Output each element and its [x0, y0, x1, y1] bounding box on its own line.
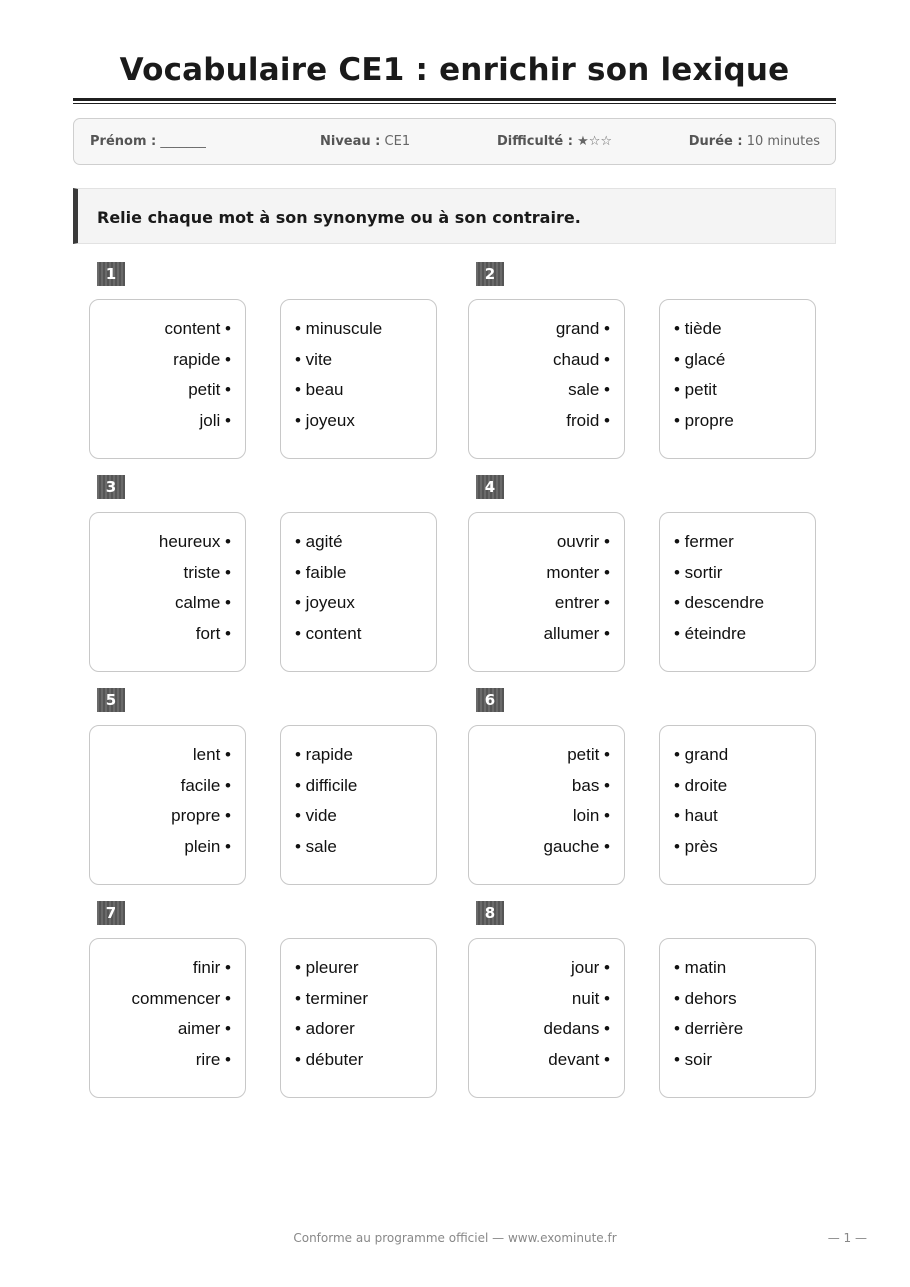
- match-word[interactable]: • adorer: [295, 1019, 355, 1039]
- duree-info: [689, 134, 820, 149]
- match-word[interactable]: • matin: [674, 958, 727, 977]
- prenom-label: Prénom :: [90, 134, 157, 149]
- page-number: — 1 —: [827, 1231, 867, 1245]
- word-column-right: [659, 299, 816, 459]
- match-word[interactable]: commencer •: [131, 988, 231, 1008]
- match-word[interactable]: lent •: [192, 745, 231, 764]
- match-word[interactable]: • content: [295, 624, 362, 644]
- match-word[interactable]: • joyeux: [295, 411, 355, 431]
- exercise-number: 6: [476, 688, 504, 712]
- niveau-label: Niveau :: [320, 134, 381, 149]
- match-word[interactable]: loin •: [572, 806, 610, 826]
- match-word[interactable]: • descendre: [674, 593, 765, 613]
- match-word[interactable]: chaud •: [553, 349, 610, 369]
- match-word[interactable]: aimer •: [177, 1019, 231, 1039]
- match-word[interactable]: • terminer: [295, 988, 369, 1008]
- word-column-right: [280, 725, 437, 885]
- niveau-value: CE1: [384, 134, 411, 149]
- info-box: [73, 118, 836, 165]
- match-word[interactable]: • joyeux: [295, 593, 355, 613]
- word-column-left: [89, 299, 246, 459]
- match-word[interactable]: • rapide: [295, 745, 353, 764]
- match-word[interactable]: • agité: [295, 532, 343, 551]
- match-word[interactable]: petit •: [188, 380, 231, 400]
- word-column-right: [280, 512, 437, 672]
- word-column-right: [659, 725, 816, 885]
- word-column-left: [468, 512, 625, 672]
- match-word[interactable]: • propre: [674, 411, 734, 431]
- exercise-number: 4: [476, 475, 504, 499]
- match-word[interactable]: • dehors: [674, 988, 737, 1008]
- word-column-left: [89, 725, 246, 885]
- match-word[interactable]: • débuter: [295, 1050, 364, 1070]
- match-word[interactable]: • derrière: [674, 1019, 744, 1039]
- match-word[interactable]: • pleurer: [295, 958, 359, 977]
- exercise-number: 2: [476, 262, 504, 286]
- match-word[interactable]: heureux •: [158, 532, 231, 551]
- word-column-left: [468, 938, 625, 1098]
- exercise-number: 8: [476, 901, 504, 925]
- match-word[interactable]: • sale: [295, 837, 337, 857]
- match-word[interactable]: content •: [164, 319, 231, 338]
- word-column-left: [468, 725, 625, 885]
- match-word[interactable]: rapide •: [173, 349, 231, 369]
- match-word[interactable]: devant •: [548, 1050, 610, 1070]
- match-word[interactable]: gauche •: [543, 837, 610, 857]
- match-word[interactable]: • sortir: [674, 562, 723, 582]
- match-word[interactable]: petit •: [567, 745, 610, 764]
- exercise-number: 7: [97, 901, 125, 925]
- match-word[interactable]: • beau: [295, 380, 344, 400]
- match-word[interactable]: rire •: [195, 1050, 231, 1070]
- match-word[interactable]: • difficile: [295, 775, 358, 795]
- match-word[interactable]: finir •: [192, 958, 231, 977]
- difficulte-label: Difficulté :: [497, 134, 573, 149]
- match-word[interactable]: facile •: [180, 775, 231, 795]
- match-word[interactable]: • près: [674, 837, 718, 857]
- word-column-right: [280, 299, 437, 459]
- word-column-right: [280, 938, 437, 1098]
- match-word[interactable]: • grand: [674, 745, 729, 764]
- match-word[interactable]: • glacé: [674, 349, 726, 369]
- difficulte-stars: ★☆☆: [577, 134, 613, 149]
- difficulte-info: [497, 134, 612, 149]
- title-divider-thick: [73, 98, 836, 101]
- footer-text: Conforme au programme officiel — www.exominute.fr: [293, 1231, 617, 1245]
- word-column-right: [659, 512, 816, 672]
- match-word[interactable]: • haut: [674, 806, 718, 826]
- instruction-banner: Relie chaque mot à son synonyme ou à son contraire.: [73, 188, 836, 244]
- match-word[interactable]: froid •: [566, 411, 610, 431]
- prenom-field[interactable]: _______: [160, 134, 206, 149]
- word-column-left: [468, 299, 625, 459]
- match-word[interactable]: joli •: [199, 411, 231, 431]
- match-word[interactable]: monter •: [546, 562, 610, 582]
- match-word[interactable]: • fermer: [674, 532, 734, 551]
- match-word[interactable]: allumer •: [543, 624, 610, 644]
- match-word[interactable]: jour •: [570, 958, 610, 977]
- match-word[interactable]: • éteindre: [674, 624, 747, 644]
- match-word[interactable]: nuit •: [571, 988, 610, 1008]
- match-word[interactable]: ouvrir •: [556, 532, 610, 551]
- page-title: Vocabulaire CE1 : enrichir son lexique: [119, 52, 790, 88]
- prenom-info: [90, 134, 206, 149]
- match-word[interactable]: • petit: [674, 380, 717, 400]
- match-word[interactable]: fort •: [195, 624, 231, 644]
- match-word[interactable]: • soir: [674, 1050, 713, 1070]
- match-word[interactable]: • minuscule: [295, 319, 383, 338]
- word-column-left: [89, 938, 246, 1098]
- word-column-right: [659, 938, 816, 1098]
- match-word[interactable]: • droite: [674, 775, 728, 795]
- match-word[interactable]: • vide: [295, 806, 337, 826]
- match-word[interactable]: dedans •: [543, 1019, 610, 1039]
- match-word[interactable]: sale •: [568, 380, 610, 400]
- match-word[interactable]: bas •: [571, 775, 610, 795]
- title-divider-thin: [73, 103, 836, 104]
- match-word[interactable]: • tiède: [674, 319, 722, 338]
- match-word[interactable]: entrer •: [554, 593, 610, 613]
- niveau-info: [320, 134, 410, 149]
- match-word[interactable]: propre •: [171, 806, 231, 826]
- match-word[interactable]: grand •: [555, 319, 610, 338]
- word-column-left: [89, 512, 246, 672]
- match-word[interactable]: plein •: [184, 837, 231, 857]
- exercise-number: 1: [97, 262, 125, 286]
- match-word[interactable]: triste •: [183, 562, 231, 582]
- match-word[interactable]: • faible: [295, 562, 347, 582]
- duree-label: Durée :: [688, 134, 743, 149]
- exercise-number: 3: [97, 475, 125, 499]
- match-word[interactable]: • vite: [295, 349, 333, 369]
- match-word[interactable]: calme •: [174, 593, 231, 613]
- exercise-number: 5: [97, 688, 125, 712]
- duree-value: 10 minutes: [746, 134, 820, 149]
